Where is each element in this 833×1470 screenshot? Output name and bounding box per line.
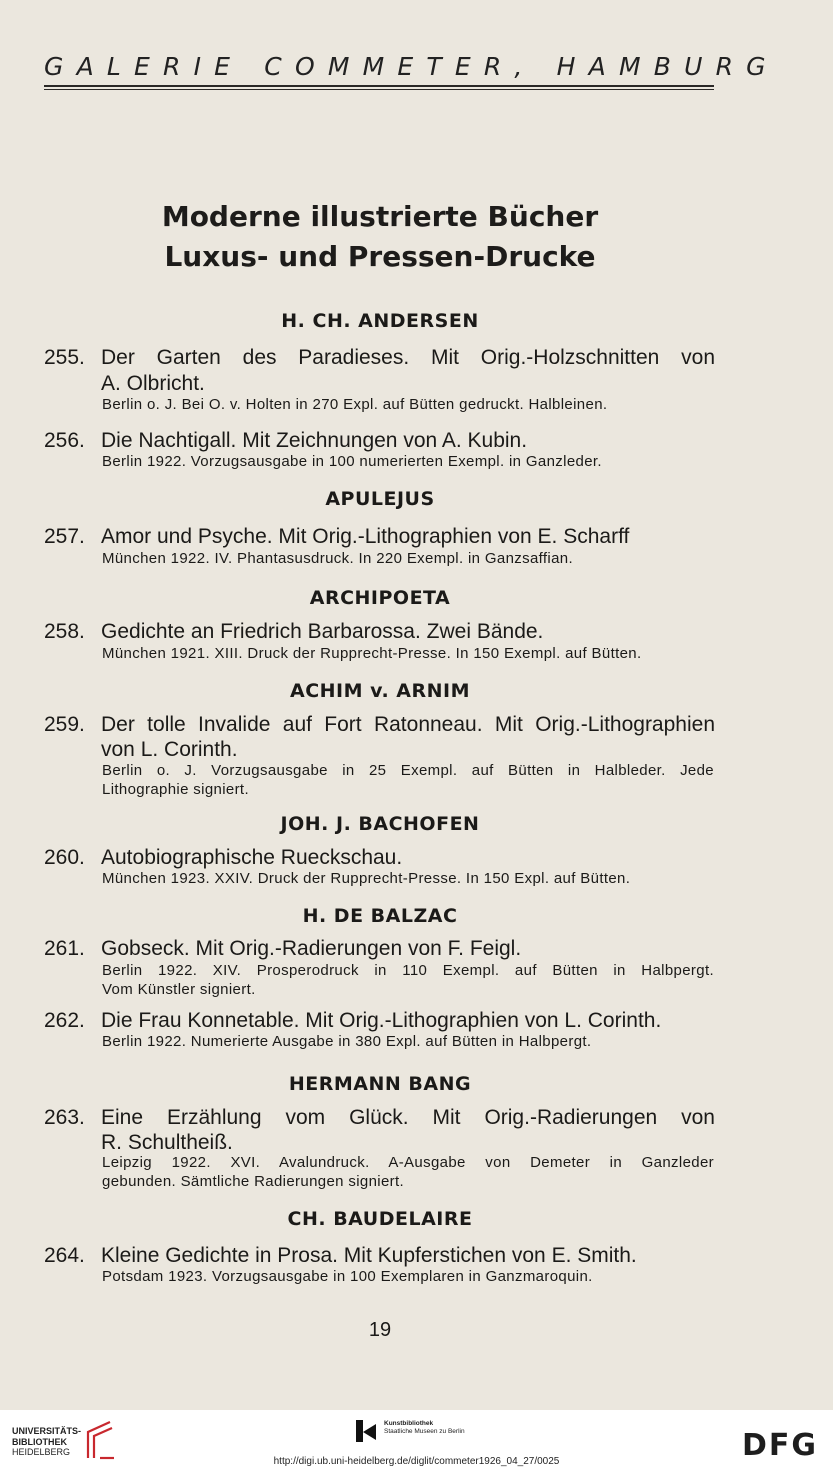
ub-logo-line: UNIVERSITÄTS- xyxy=(12,1426,82,1436)
entry-number: 259. xyxy=(44,713,85,736)
entry-detail-line: Leipzig 1922. XVI. Avalundruck. A-Ausgabe von Demeter in Ganzleder xyxy=(102,1154,714,1171)
author-heading: H. CH. ANDERSEN xyxy=(281,310,479,332)
ub-logo-line: HEIDELBERG xyxy=(12,1447,71,1457)
entry-detail-line: München 1923. XXIV. Druck der Rupprecht-Presse. In 150 Expl. auf Bütten. xyxy=(102,870,631,887)
author-heading: JOH. J. BACHOFEN xyxy=(280,813,480,835)
author-heading: H. DE BALZAC xyxy=(302,905,458,927)
entry-detail-line: München 1922. IV. Phantasusdruck. In 220 Exempl. in Ganzsaffian. xyxy=(102,550,574,567)
author-heading: HERMANN BANG xyxy=(288,1073,472,1095)
entry-title-line: Eine Erzählung vom Glück. Mit Orig.-Radierungen von xyxy=(101,1106,715,1129)
entry-title-line: Autobiographische Rueckschau. xyxy=(101,846,403,869)
entry-title-line: Kleine Gedichte in Prosa. Mit Kupferstichen von E. Smith. xyxy=(101,1244,637,1267)
entry-number: 258. xyxy=(44,620,85,643)
author-heading: ARCHIPOETA xyxy=(309,587,451,609)
entry-number: 263. xyxy=(44,1106,85,1129)
entry-detail-line: Berlin 1922. XIV. Prosperodruck in 110 Exempl. auf Bütten in Halbpergt. xyxy=(102,962,714,979)
entry-title-line: Amor und Psyche. Mit Orig.-Lithographien von E. Scharff xyxy=(101,525,630,548)
page-title-line-1: Moderne illustrierte Bücher xyxy=(161,200,599,233)
entry-detail-line: Berlin o. J. Vorzugsausgabe in 25 Exempl. auf Bütten in Halbleder. Jede xyxy=(102,762,714,779)
permalink-url[interactable]: http://digi.ub.uni-heidelberg.de/diglit/commeter1926_04_27/0025 xyxy=(273,1456,560,1467)
digitization-footer xyxy=(0,1410,833,1470)
entry-title-line: Die Frau Konnetable. Mit Orig.-Lithographien von L. Corinth. xyxy=(101,1009,662,1032)
entry-title-line: R. Schultheiß. xyxy=(101,1131,233,1154)
page-title-line-2: Luxus- und Pressen-Drucke xyxy=(164,240,596,273)
dfg-logo[interactable]: DFG xyxy=(742,1428,819,1463)
author-heading: ACHIM v. ARNIM xyxy=(289,680,471,702)
entry-title-line: Der Garten des Paradieses. Mit Orig.-Holzschnitten von xyxy=(101,346,715,369)
entry-detail-line: Berlin 1922. Numerierte Ausgabe in 380 Expl. auf Bütten in Halbpergt. xyxy=(102,1033,592,1050)
entry-number: 261. xyxy=(44,937,85,960)
ub-heidelberg-logo[interactable] xyxy=(12,1426,81,1458)
entry-title-line: A. Olbricht. xyxy=(101,372,205,395)
entry-number: 262. xyxy=(44,1009,85,1032)
entry-number: 255. xyxy=(44,346,85,369)
kunstbibliothek-emblem-icon xyxy=(354,1420,380,1446)
header-rule-thin xyxy=(44,89,714,90)
entry-title-line: Gedichte an Friedrich Barbarossa. Zwei Bände. xyxy=(101,620,544,643)
entry-number: 264. xyxy=(44,1244,85,1267)
ub-logo-line: BIBLIOTHEK xyxy=(12,1436,67,1447)
entry-number: 256. xyxy=(44,429,85,452)
entry-title-line: Die Nachtigall. Mit Zeichnungen von A. Kubin. xyxy=(101,429,528,452)
entry-detail-line: Potsdam 1923. Vorzugsausgabe in 100 Exemplaren in Ganzmaroquin. xyxy=(102,1268,593,1285)
entry-number: 260. xyxy=(44,846,85,869)
entry-title-line: Gobseck. Mit Orig.-Radierungen von F. Feigl. xyxy=(101,937,522,960)
entry-detail-line: Lithographie signiert. xyxy=(102,781,249,798)
entry-detail-line: Vom Künstler signiert. xyxy=(102,981,256,998)
page-number: 19 xyxy=(368,1319,392,1341)
entry-detail-line: München 1921. XIII. Druck der Rupprecht-Presse. In 150 Exempl. auf Bütten. xyxy=(102,645,642,662)
entry-title-line: Der tolle Invalide auf Fort Ratonneau. Mit Orig.-Lithographien xyxy=(101,713,715,736)
kunstbibliothek-name: Kunstbibliothek xyxy=(384,1420,434,1427)
author-heading: APULEJUS xyxy=(325,488,435,510)
running-head: GALERIE COMMETER, HAMBURG xyxy=(44,52,779,81)
author-heading: CH. BAUDELAIRE xyxy=(287,1208,473,1230)
header-rule-thick xyxy=(44,85,714,87)
kunstbibliothek-subtitle: Staatliche Museen zu Berlin xyxy=(384,1428,465,1435)
kunstbibliothek-logo[interactable] xyxy=(354,1420,465,1450)
entry-number: 257. xyxy=(44,525,85,548)
entry-title-line: von L. Corinth. xyxy=(101,738,238,761)
entry-detail-line: gebunden. Sämtliche Radierungen signiert. xyxy=(102,1173,405,1190)
entry-detail-line: Berlin o. J. Bei O. v. Holten in 270 Expl. auf Bütten gedruckt. Halbleinen. xyxy=(102,396,608,413)
entry-detail-line: Berlin 1922. Vorzugsausgabe in 100 numerierten Exempl. in Ganzleder. xyxy=(102,453,602,470)
